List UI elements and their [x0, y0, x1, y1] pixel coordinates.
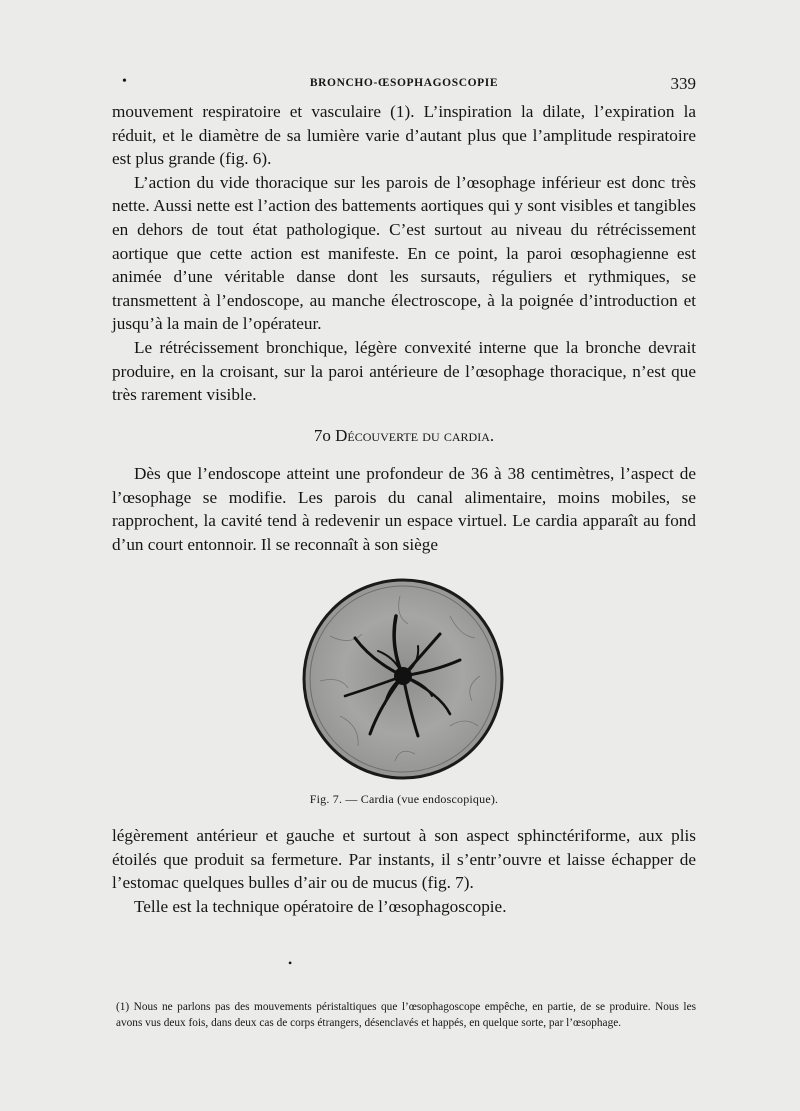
section-number: 7o	[313, 426, 331, 445]
cardia-endoscopic-illustration	[300, 576, 506, 782]
figure-caption: Fig. 7. — Cardia (vue endoscopique).	[309, 792, 499, 806]
paragraph-cardia-discovery: Dès que l’endoscope atteint une profondeur de 36 à 38 centimètres, l’aspect de l’œsophage se modifie. Les parois du canal alimentaire, moins mobiles, se rapprochent, la cavité tend à redevenir un espace virtuel. Le cardia apparaît au fond d’un court entonnoir. Il se reconnaît à son siège	[112, 464, 696, 554]
header-bullet: •	[122, 74, 127, 89]
page-number: 339	[670, 74, 696, 93]
paragraph-conclusion: Telle est la technique opératoire de l’œsophagoscopie.	[134, 896, 507, 916]
running-title: BRONCHO-ŒSOPHAGOSCOPIE	[309, 77, 499, 89]
section-title: Découverte du cardia.	[335, 426, 495, 445]
paragraph-continuation: mouvement respiratoire et vasculaire (1). L’inspiration la dilate, l’expiration la réduit, et le diamètre de sa lumière varie d’autant plus que l’amplitude respiratoire est plus grande (fig. 6).	[112, 102, 696, 169]
paragraph-sphincter: légèrement antérieur et gauche et surtout à son aspect sphinctériforme, aux plis étoilés que produit sa fermeture. Par instants, il s’entr’ouvre et laisse échapper de l’estomac quelques bulles d’air ou de mucus (fig. 7).	[112, 826, 696, 893]
body-text-bottom	[112, 824, 696, 918]
body-text-middle	[112, 462, 696, 556]
paragraph-aortic-action: L’action du vide thoracique sur les parois de l’œsophage inférieur est donc très nette. Aussi nette est l’action des battements aortiques qui y sont visibles et tangibles en dehors de tout état pathologique. C’est surtout au niveau du rétrécissement aortique que cette action est manifeste. En ce point, la paroi œsophagienne est animée d’une véritable danse dont les sursauts, réguliers et rythmiques, se transmettent à l’endoscope, au manche électroscope, à la poignée d’introduction et jusqu’à la main de l’opérateur.	[112, 172, 696, 334]
page-header	[112, 74, 696, 96]
footnote	[116, 1000, 696, 1031]
paragraph-bronchial-narrowing: Le rétrécissement bronchique, légère convexité interne que la bronche devrait produire, en la croisant, sur la paroi antérieure de l’œsophage thoracique, n’est que très rarement visible.	[112, 337, 696, 405]
body-text-top	[112, 100, 696, 407]
section-heading	[112, 426, 696, 446]
footnote-text: (1) Nous ne parlons pas des mouvements péristaltiques que l’œsophagoscope empêche, en partie, de se produire. Nous les avons vus deux fois, dans deux cas de corps étrangers, désenclavés et happés, en quelque sorte, par l’œsophage.	[116, 1001, 696, 1029]
footnote-bullet: •	[288, 956, 293, 970]
